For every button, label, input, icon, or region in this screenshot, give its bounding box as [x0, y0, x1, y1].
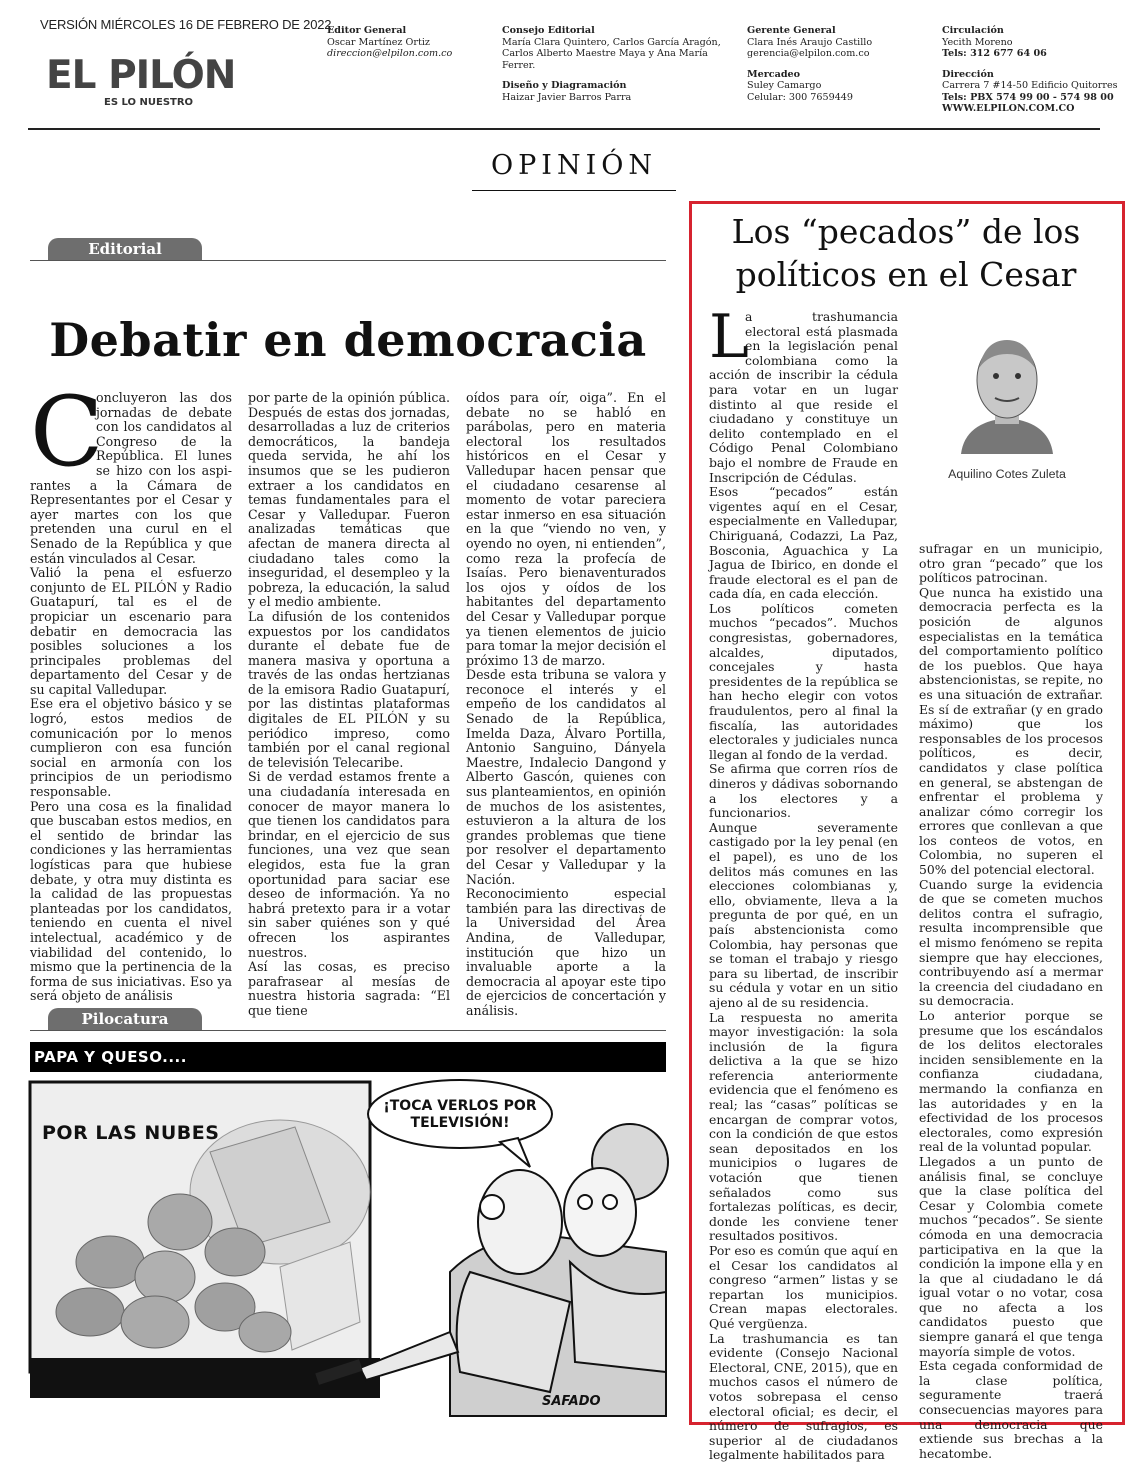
edition-date: VERSIÓN MIÉRCOLES 16 DE FEBRERO DE 2022	[40, 17, 332, 32]
editorial-dropcap: C	[30, 376, 104, 488]
editorial-paragraph: por parte de la opinión pública. Después de estas dos jornadas, desarrolladas a luz de criterios democráticos, la bandeja queda servida, he ahí los insumos que se les pudieron extraer a los candidatos en temas fundamentales para el Cesar y Valledupar. Fueron analizadas temáticas que afectan de manera directa al ciudadano tales como la inseguridad, el desempleo y la pobreza, la educación, la salud y el medio ambiente.	[248, 390, 450, 610]
editorial-paragraph: Si de verdad estamos frente a una ciudadanía interesada en conocer de mayor manera lo que tienen los candidatos para brindar, en el ejercicio de sus funciones, una vez que sean elegidos, esta fue la gran oportunidad para saciar ese deseo de información. Ya no habrá pretexto para ir a votar sin saber quiénes son y qué ofrecen los aspirantes nuestros.	[248, 769, 450, 960]
opinion-dropcap: L	[709, 302, 749, 372]
woman-head	[564, 1168, 636, 1256]
opinion-column-2	[919, 542, 1103, 1461]
masthead-divider	[28, 128, 1100, 130]
editorial-paragraph: Reconocimiento especial también para las directivas de la Universidad del Área Andina, de Valledupar, institución que hizo un invaluable aporte a la democracia al apoyar este tipo de ejercicios de concertación y análisis.	[466, 886, 666, 1018]
opinion-column-1	[709, 302, 898, 1463]
cartoon-title-band	[30, 1042, 666, 1072]
opinion-paragraph: La respuesta no amerita mayor investigación: la sola inclusión de la figura delictiva a la que se hizo referencia anteriormente evidencia que el fenómeno es real; las “casas” políticas se encargan de comprar votos, con la condición de que estos sean depositados en los municipios o lugares de votación que tienen señalados como sus fortalezas políticas, es decir, donde les conviene tener resultados positivos.	[709, 1009, 898, 1244]
author-photo	[955, 330, 1059, 454]
editorial-tab: Editorial	[48, 238, 202, 260]
staff-phone: Tels: 312 677 64 06	[942, 48, 1047, 59]
opinion-paragraph: Esos “pecados” están vigentes aquí en el Cesar, especialmente en Valledupar, Chiriguaná, Codazzi, La Paz, Bosconia, Aguachica y La Jagua de Ibirico, en donde el fraude electoral es el pan de cada día, en cada elección.	[709, 484, 898, 602]
editorial-tab-rule	[30, 260, 666, 261]
author-eye	[993, 373, 999, 379]
staff-phone: Celular: 300 7659449	[747, 91, 854, 103]
editorial-paragraph: Así las cosas, es preciso parafrasear al mesías de nuestra historia sagrada: “El que tiene	[248, 959, 450, 1018]
staff-role: Gerente General	[747, 25, 836, 36]
opinion-paragraph: La trashumancia es tan evidente (Consejo Nacional Electoral, CNE, 2015), que en muchos casos el número de votos sobrepasa el censo electoral oficial; es decir, el número de sufragios, es superior al de ciudadanos legalmente habilitados para	[709, 1330, 898, 1463]
opinion-paragraph: sufragar en un municipio, otro gran “pecado” que los políticos patrocinan.	[919, 541, 1103, 586]
opinion-paragraph: Cuando surge la evidencia de que se cometen muchos delitos contra el sufragio, resulta incomprensible que el mismo fenómeno se repita siempre que hay elecciones, contribuyendo así a mermar la creencia del ciudadano en su democracia.	[919, 876, 1103, 1009]
opinion-headline-line: políticos en el Cesar	[735, 255, 1077, 294]
editorial-paragraph: Desde esta tribuna se valora y reconoce el interés y el empeño de los candidatos al Senado de la República, Imelda Daza, Álvaro Portilla, Antonio Sanguino, Dányela Maestre, Indalecio Dangond y Alberto Gascón, quienes con sus planteamientos, en opinión de muchos de los asistentes, estuvieron a la altura de los grandes problemas que tiene por resolver el departamento del Cesar y Valledupar y la Nación.	[466, 667, 666, 887]
staff-council	[502, 25, 721, 103]
editorial-paragraph: Valió la pena el esfuerzo conjunto de EL PILÓN y Radio Guatapurí, tal es el de propiciar un escenario para debatir en democracia las posibles soluciones a los principales problemas del departamento del Cesar y de su capital Valledupar.	[30, 565, 232, 697]
editorial-column-1	[30, 376, 232, 1004]
editorial-column-2	[248, 391, 450, 1019]
author-name: Aquilino Cotes Zuleta	[948, 467, 1066, 481]
staff-role: Diseño y Diagramación	[502, 80, 627, 91]
political-cartoon	[30, 1042, 666, 1416]
man-arm	[360, 1332, 458, 1380]
section-title: OPINIÓN	[490, 150, 658, 181]
staff-name: Suley Camargo	[747, 80, 822, 91]
staff-management	[747, 25, 872, 103]
author-eye	[1015, 373, 1021, 379]
cartoon-caption: POR LAS NUBES	[42, 1122, 220, 1144]
opinion-paragraph: Aunque severamente castigado por la ley penal (en el papel), es uno de los delitos más comunes en las elecciones colombianas y, ello, obviamente, lleva a la pregunta de por qué, en un país abstencionista como Colombia, hay personas que se toman el trabajo y riesgo para su libertad, de inscribir su cédula y votar en un sitio ajeno al de su residencia.	[709, 819, 898, 1010]
potato	[239, 1312, 291, 1352]
pilocatura-tab: Pilocatura	[48, 1008, 202, 1030]
editorial-paragraph: Pero una cosa es la finalidad que buscaban estos medios, en el sentido de brindar las condiciones y las herramientas logísticas para que hubiese debate, y otra muy distinta es la calidad de las propuestas planteadas por los candidatos, teniendo en cuenta el nivel intelectual, académico y de viabilidad del contenido, lo mismo que la pertinencia de la forma de sus iniciativas. Eso ya será objeto de análisis	[30, 798, 232, 1004]
potato	[135, 1251, 195, 1303]
staff-circulation	[942, 25, 1118, 115]
editorial-headline: Debatir en democracia	[49, 313, 647, 367]
newspaper-logo: EL PILÓN	[46, 53, 236, 98]
speech-bubble-text	[380, 1098, 540, 1132]
man-glasses	[480, 1195, 504, 1219]
staff-role: Consejo Editorial	[502, 25, 595, 36]
staff-name: Clara Inés Araujo Castillo	[747, 36, 873, 48]
editorial-paragraph: Ese era el objetivo básico y se logró, estos medios de comunicación por lo menos cumplieron con esa función social en armonía con los principios de un periodismo responsable.	[30, 696, 232, 800]
editorial-paragraph: oídos para oír, oiga”. En el debate no se habló en parábolas, pero en materia electoral los resultados históricos en el Cesar y Valledupar hacen pensar que el ciudadano cesarense al momento de votar pareciera estar inmerso en esa situación en la que “viendo no ven, y oyendo no oyen, ni entienden”, como reza la profecía de Isaías. Pero bienaventurados los ojos y oídos de los habitantes del departamento del Cesar y Valledupar porque ya tienen elementos de juicio para tomar la mejor decisión el próximo 13 de marzo.	[466, 390, 666, 668]
potato	[121, 1296, 189, 1348]
staff-role: Editor General	[327, 25, 407, 36]
speech-bubble-tail	[500, 1138, 530, 1167]
staff-role: Mercadeo	[747, 68, 801, 80]
speech-line: TELEVISIÓN!	[410, 1115, 510, 1131]
potato	[56, 1288, 124, 1336]
potato	[205, 1228, 265, 1276]
cartoon-title: PAPA Y QUESO....	[34, 1048, 187, 1066]
staff-phone: Tels: PBX 574 99 00 - 574 98 00	[942, 91, 1114, 103]
pilocatura-tab-rule	[30, 1030, 666, 1031]
opinion-paragraph: Lo anterior porque se presume que los escándalos de los delitos electorales inciden sensiblemente en la confianza ciudadana, mermando la confianza en las autoridades y en la efectividad de los procesos electorales, como expresión real de la voluntad popular.	[919, 1008, 1103, 1155]
staff-editor	[327, 25, 452, 60]
staff-role: Dirección	[942, 68, 994, 80]
woman-eye	[603, 1195, 617, 1209]
staff-address: Carrera 7 #14-50 Edificio Quitorres	[942, 80, 1118, 91]
speech-line: ¡TOCA VERLOS POR	[383, 1098, 537, 1114]
man-head	[478, 1170, 562, 1274]
staff-name: Oscar Martínez Ortiz	[327, 36, 430, 48]
staff-role: Circulación	[942, 25, 1004, 36]
staff-website: WWW.ELPILON.COM.CO	[942, 103, 1075, 114]
staff-name: María Clara Quintero, Carlos García Aragón,	[502, 36, 721, 48]
staff-name: Ferrer.	[502, 59, 536, 71]
potato	[148, 1194, 212, 1250]
opinion-paragraph: Por eso es común que aquí en el Cesar los candidatos al congreso “armen” listas y se repartan los municipios. Crean mapas electorales. Qué vergüenza.	[709, 1243, 898, 1331]
opinion-headline-line: Los “pecados” de los	[731, 212, 1081, 251]
section-title-underline	[472, 190, 676, 191]
opinion-paragraph: Se afirma que corren ríos de dineros y dádivas sobornando a los electores y a funcionarios.	[709, 761, 898, 821]
opinion-headline	[696, 210, 1116, 296]
cartoonist-signature: SAFADO	[542, 1394, 601, 1409]
potato	[76, 1236, 144, 1288]
opinion-paragraph: Esta cegada conformidad de la clase política, seguramente traerá consecuencias mayores para una democracia que extiende sus brechas a la hecatombe.	[919, 1358, 1103, 1461]
staff-name: Haizar Javier Barros Parra	[502, 91, 632, 103]
editorial-column-3	[466, 391, 666, 1019]
opinion-paragraph: Los políticos cometen muchos “pecados”. Muchos congresistas, gobernadores, alcaldes, diputados, concejales y hasta presidentes de la república se han hecho elegir con votos fraudulentos, pero al final la fiscalía, las autoridades electorales y judiciales nunca llegan al fondo de la verdad.	[709, 600, 898, 762]
opinion-paragraph: Que nunca ha existido una democracia perfecta es la posición de algunos especialistas en la temática del comportamiento político de los pueblos. Que haya abstencionistas, se repite, no es una situación de extrañar. Es sí de extrañar (y en grado máximo) que los responsables de los procesos políticos, es decir, candidatos y clase política en general, se abstengan de enfrentar el problema y analizar cómo corregir los errores que conllevan a que los conteos de votos, en Colombia, no superen el 50% del potencial electoral.	[919, 584, 1103, 878]
woman-eye	[578, 1195, 592, 1209]
opinion-paragraph: Llegados a un punto de análisis final, se concluye que la clase política del Cesar y Colombia comete muchos “pecados”. Se siente cómoda en una democracia participativa en la que la condición la impone ella y en la que al ciudadano le dá igual votar o no votar, cosa que no afecta a los candidatos puesto que siempre ganará el que tenga mayoría simple de votos.	[919, 1153, 1103, 1359]
staff-name: Yecith Moreno	[942, 36, 1013, 48]
staff-email: direccion@elpilon.com.co	[327, 48, 453, 59]
staff-name: Carlos Alberto Maestre Maya y Ana María	[502, 48, 708, 59]
newspaper-tagline: ES LO NUESTRO	[104, 97, 194, 108]
opinion-paragraph: a trashumancia electoral está plasmada en la legislación penal colombiana como la acción de inscribir la cédula para votar en un lugar distinto al que reside el ciudadano y constituye un delito contemplado en el Código Penal Colombiano bajo el nombre de Fraude en Inscripción de Cédulas.	[709, 309, 898, 485]
editorial-paragraph: oncluyeron las dos jornadas de debate con los candidatos al Congreso de la República. El lunes se hizo con los aspi-rantes a la Cámara de Representantes por el Cesar y ayer martes con los que pretenden una curul en el Senado de la República y que están vinculados al Cesar.	[30, 390, 232, 566]
editorial-paragraph: La difusión de los contenidos expuestos por los candidatos durante el debate fue de manera masiva y oportuna a través de las ondas hertzianas de la emisora Radio Guatapurí, por las distintas plataformas digitales de EL PILÓN y su periódico impreso, como también por el canal regional de televisión Telecaribe.	[248, 608, 450, 770]
staff-email: gerencia@elpilon.com.co	[747, 48, 870, 59]
